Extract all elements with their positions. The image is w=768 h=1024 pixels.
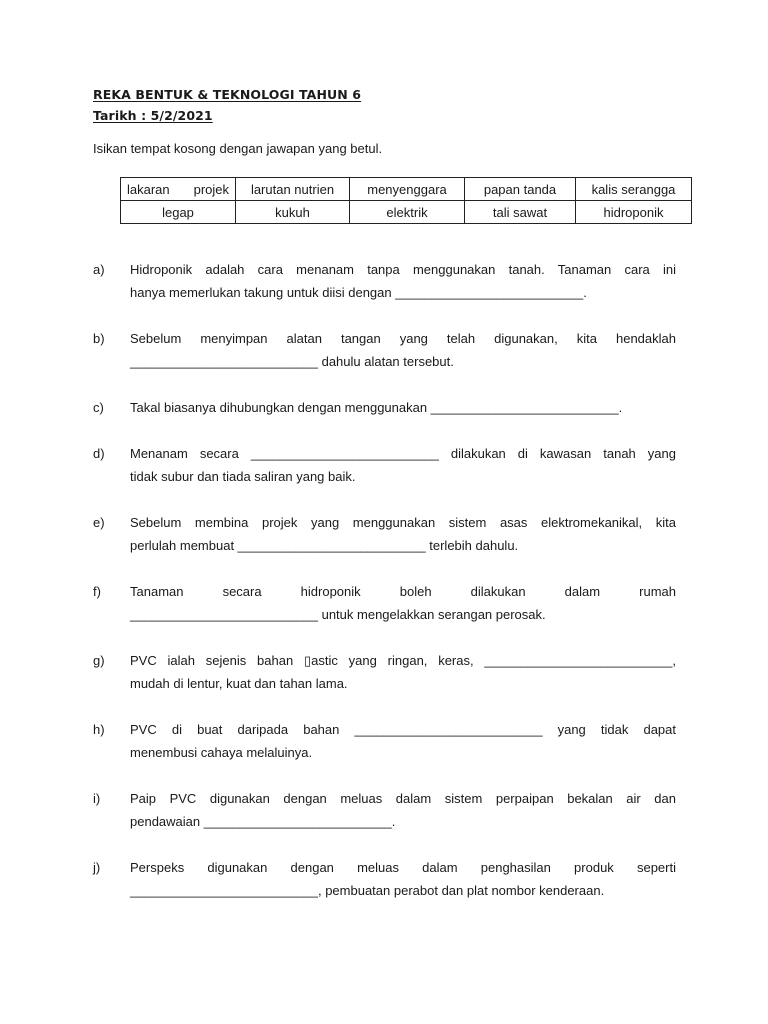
question-line: Paip PVC digunakan dengan meluas dalam sistem perpaipan bekalan air dan (130, 791, 676, 806)
word-bank-cell: kalis serangga (576, 178, 692, 201)
question-g (93, 649, 676, 695)
question-line: Menanam secara __________________________ dilakukan di kawasan tanah yang (130, 446, 676, 461)
question-d (93, 442, 676, 488)
question-line: PVC ialah sejenis bahan ▯astic yang ringan, keras, __________________________, (130, 653, 676, 668)
question-letter: a) (93, 262, 105, 277)
word-bank-row (121, 201, 692, 224)
question-j (93, 856, 676, 902)
word-bank-cell: larutan nutrien (236, 178, 350, 201)
question-line: Takal biasanya dihubungkan dengan menggunakan __________________________. (130, 400, 623, 415)
question-line: mudah di lentur, kuat dan tahan lama. (130, 676, 348, 691)
word-bank-cell: papan tanda (465, 178, 576, 201)
question-line: Sebelum membina projek yang menggunakan sistem asas elektromekanikal, kita (130, 515, 676, 530)
question-h (93, 718, 676, 764)
question-line: __________________________ untuk mengelakkan serangan perosak. (130, 607, 546, 622)
word-bank-cell: tali sawat (465, 201, 576, 224)
word-bank-row (121, 178, 692, 201)
question-a (93, 258, 676, 304)
question-letter: f) (93, 584, 101, 599)
question-line: __________________________, pembuatan perabot dan plat nombor kenderaan. (130, 883, 605, 898)
worksheet-title: REKA BENTUK & TEKNOLOGI TAHUN 6 (93, 87, 362, 102)
word-bank-cell: elektrik (350, 201, 465, 224)
question-letter: b) (93, 331, 105, 346)
question-b (93, 327, 676, 373)
question-i (93, 787, 676, 833)
question-line: pendawaian __________________________. (130, 814, 396, 829)
question-line: PVC di buat daripada bahan __________________________ yang tidak dapat (130, 722, 676, 737)
question-letter: g) (93, 653, 105, 668)
question-f (93, 580, 676, 626)
instruction-text: Isikan tempat kosong dengan jawapan yang betul. (93, 141, 383, 156)
question-e (93, 511, 676, 557)
word-bank-cell: lakaran projek (121, 178, 236, 201)
question-line: Perspeks digunakan dengan meluas dalam penghasilan produk seperti (130, 860, 676, 875)
question-line: Sebelum menyimpan alatan tangan yang telah digunakan, kita hendaklah (130, 331, 676, 346)
word-bank-cell: menyenggara (350, 178, 465, 201)
worksheet-date: Tarikh : 5/2/2021 (93, 108, 213, 123)
question-line: tidak subur dan tiada saliran yang baik. (130, 469, 356, 484)
word-bank-cell: legap (121, 201, 236, 224)
question-line: Hidroponik adalah cara menanam tanpa menggunakan tanah. Tanaman cara ini (130, 262, 676, 277)
word-bank-table (120, 177, 692, 224)
question-line: __________________________ dahulu alatan tersebut. (130, 354, 454, 369)
question-line: Tanaman secara hidroponik boleh dilakukan dalam rumah (130, 584, 676, 599)
word-bank-cell: hidroponik (576, 201, 692, 224)
question-letter: h) (93, 722, 105, 737)
question-c (93, 396, 676, 419)
word-bank-cell: kukuh (236, 201, 350, 224)
question-line: hanya memerlukan takung untuk diisi dengan __________________________. (130, 285, 587, 300)
question-letter: j) (93, 860, 101, 875)
question-letter: i) (93, 791, 101, 806)
question-line: perlulah membuat __________________________ terlebih dahulu. (130, 538, 519, 553)
question-line: menembusi cahaya melaluinya. (130, 745, 313, 760)
question-letter: e) (93, 515, 105, 530)
question-letter: c) (93, 400, 104, 415)
question-letter: d) (93, 446, 105, 461)
